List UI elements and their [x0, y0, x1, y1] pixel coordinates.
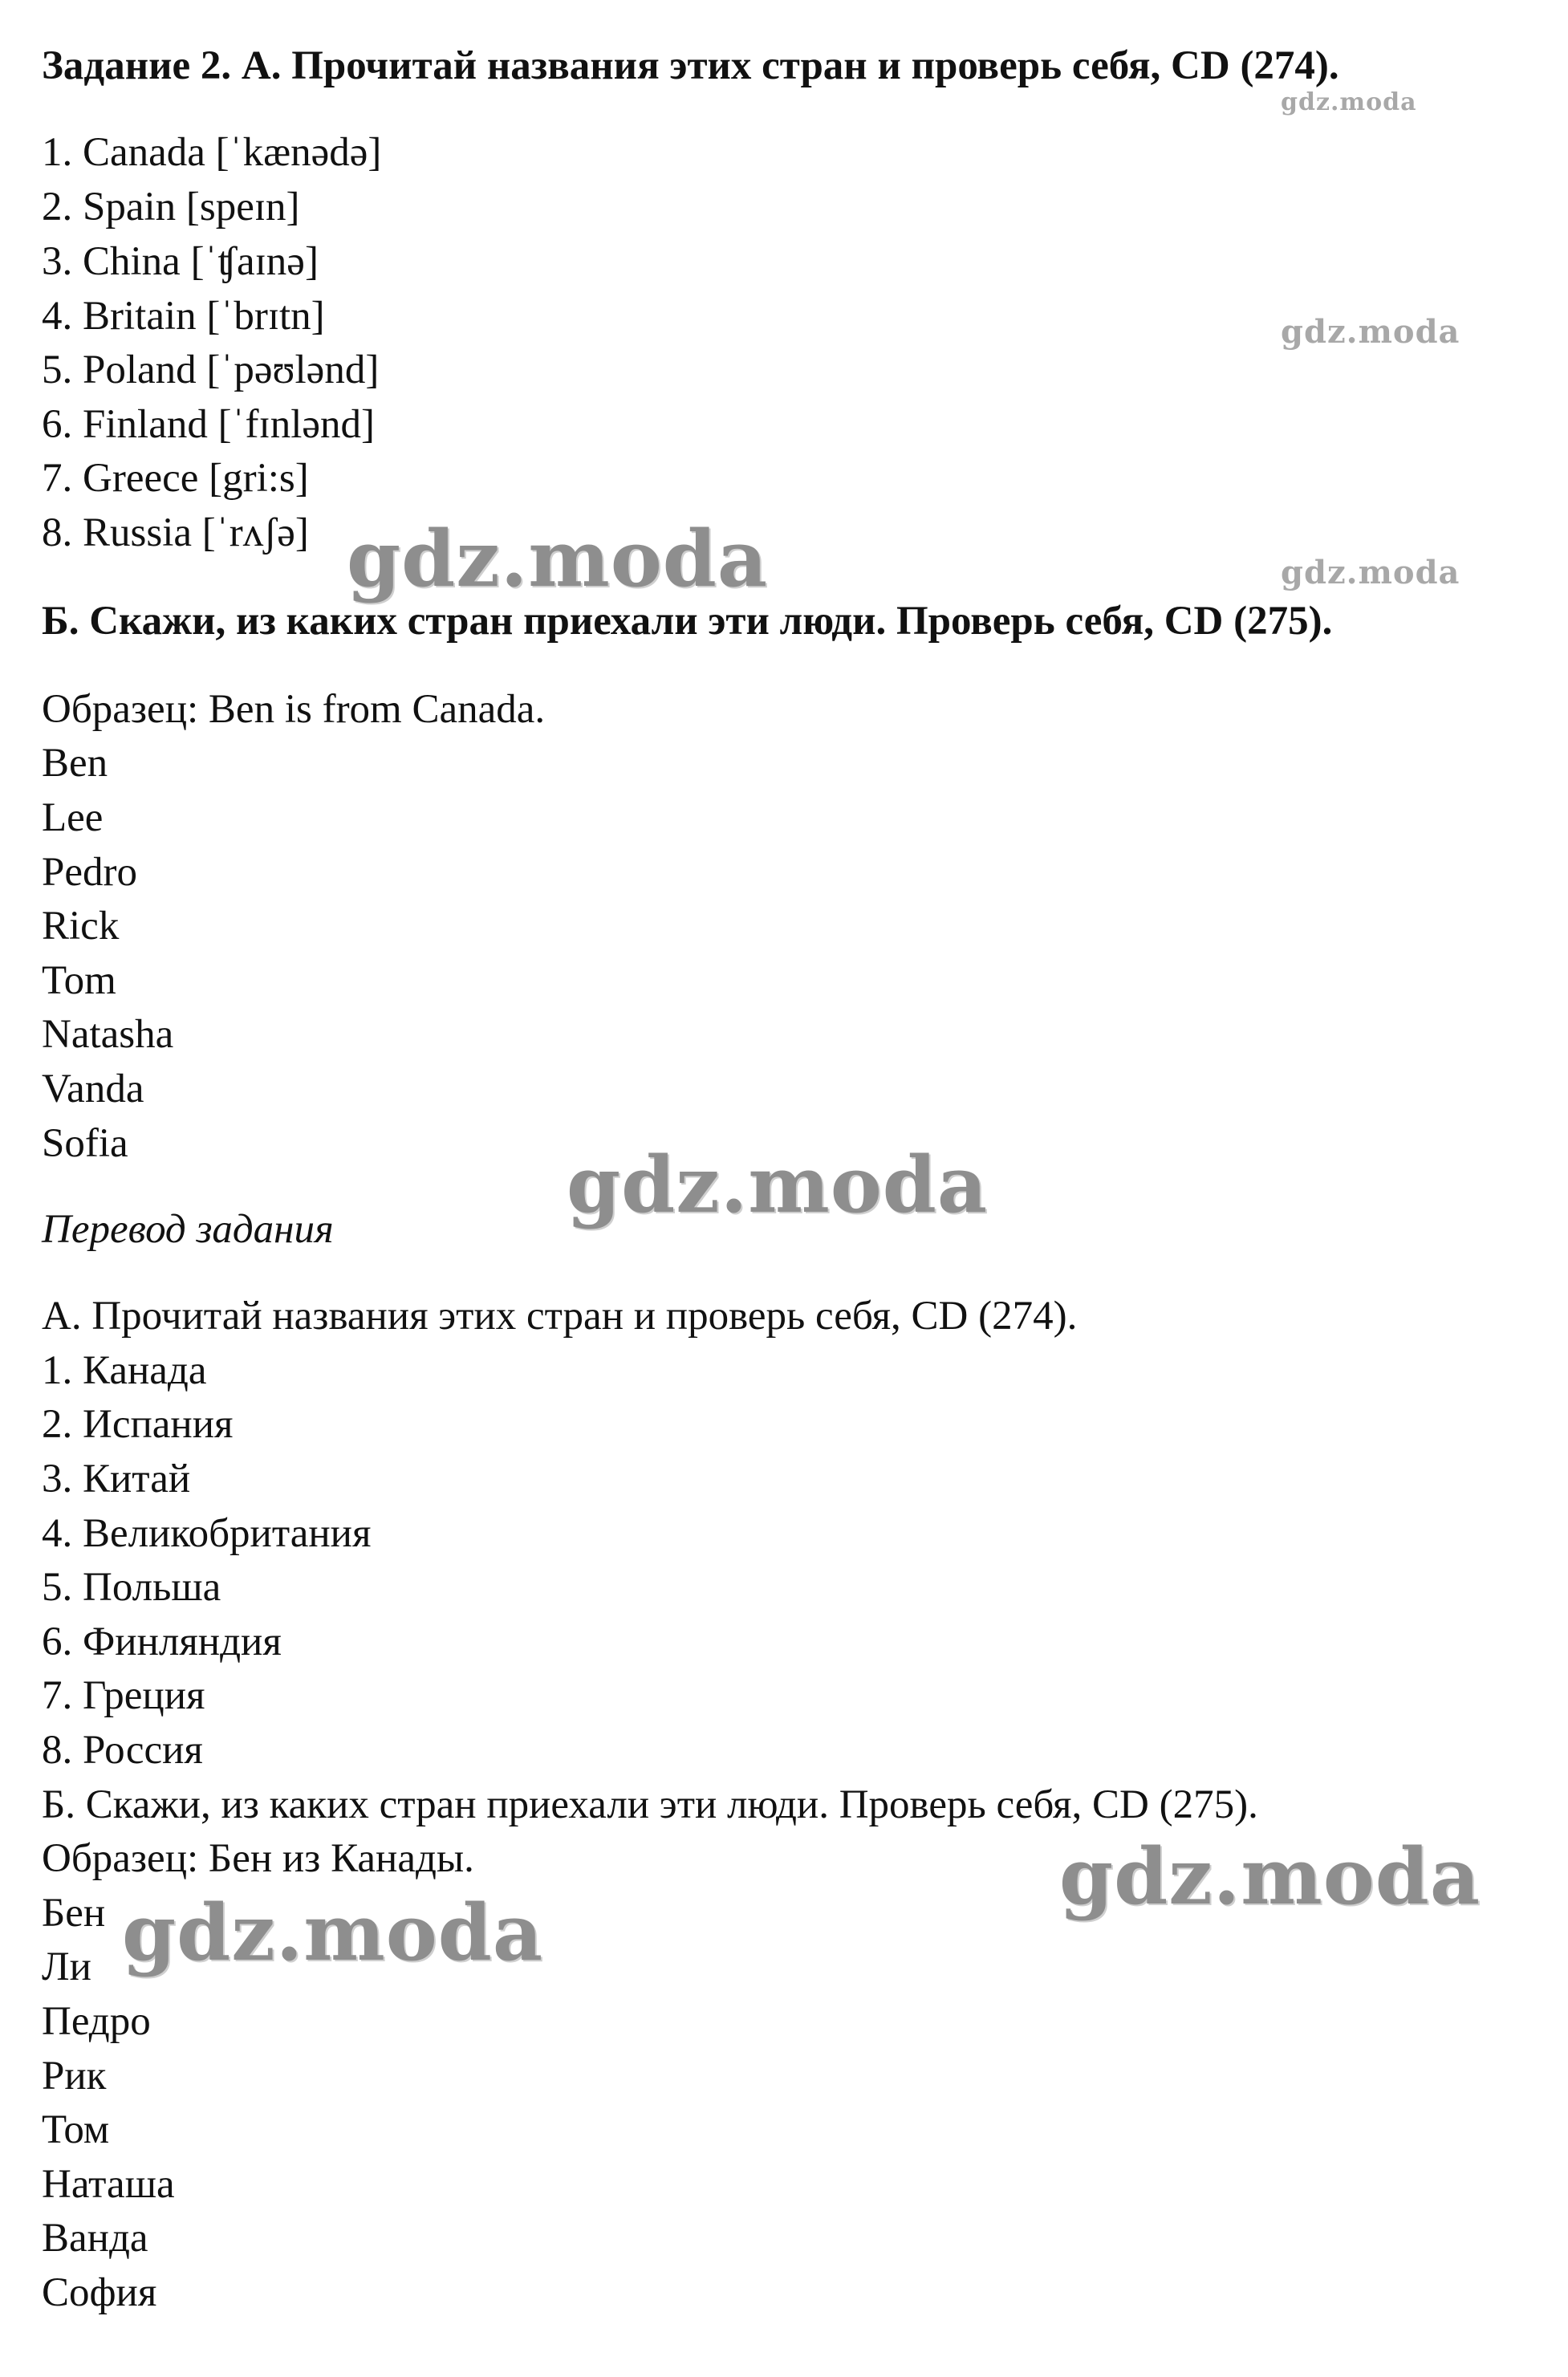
country-ru-item: 4. Великобритания: [42, 1511, 372, 1556]
country-ru-item: 8. Россия: [42, 1728, 203, 1773]
name-item: Rick: [42, 904, 120, 949]
country-ru-item: 6. Финляндия: [42, 1619, 282, 1664]
name-item: Ben: [42, 741, 108, 786]
watermark: gdz.moda: [567, 1140, 989, 1230]
country-item: 6. Finland [ˈfɪnlənd]: [42, 402, 375, 447]
watermark: gdz.moda: [1281, 88, 1417, 116]
name-ru-item: София: [42, 2270, 157, 2315]
name-item: Sofia: [42, 1121, 128, 1166]
watermark: gdz.moda: [1059, 1831, 1481, 1922]
country-item: 5. Poland [ˈpəʊlənd]: [42, 347, 380, 392]
translation-b: Б. Скажи, из каких стран приехали эти люди. Проверь себя, CD (275).: [42, 1782, 1258, 1827]
name-ru-item: Бен: [42, 1891, 106, 1936]
sample-en: Образец: Ben is from Canada.: [42, 687, 546, 732]
country-item: 3. China [ˈʧaɪnə]: [42, 239, 319, 284]
name-item: Tom: [42, 958, 116, 1003]
name-ru-item: Ванда: [42, 2216, 148, 2261]
translation-heading: Перевод задания: [42, 1207, 334, 1252]
country-item: 7. Greece [gri:s]: [42, 456, 309, 501]
name-item: Lee: [42, 795, 104, 840]
country-ru-item: 7. Греция: [42, 1673, 205, 1718]
name-ru-item: Том: [42, 2107, 110, 2152]
part-b-heading: Б. Скажи, из каких стран приехали эти люди. Проверь себя, CD (275).: [42, 599, 1333, 644]
watermark: gdz.moda: [1281, 554, 1460, 591]
sample-ru: Образец: Бен из Канады.: [42, 1836, 474, 1881]
country-item: 8. Russia [ˈrʌʃə]: [42, 510, 309, 555]
name-item: Vanda: [42, 1067, 144, 1111]
name-ru-item: Педро: [42, 1999, 151, 2044]
country-item: 1. Canada [ˈkænədə]: [42, 130, 382, 175]
country-ru-item: 2. Испания: [42, 1402, 234, 1447]
watermark: gdz.moda: [1281, 313, 1460, 351]
watermark: gdz.moda: [347, 514, 769, 604]
name-item: Pedro: [42, 850, 137, 895]
name-ru-item: Ли: [42, 1944, 91, 1989]
country-ru-item: 1. Канада: [42, 1348, 207, 1393]
name-ru-item: Наташа: [42, 2162, 175, 2207]
translation-a: А. Прочитай названия этих стран и проверь себя, CD (274).: [42, 1294, 1078, 1339]
task-header: Задание 2. А. Прочитай названия этих стран и проверь себя, CD (274).: [42, 43, 1339, 88]
country-item: 2. Spain [speɪn]: [42, 185, 300, 230]
country-item: 4. Britain [ˈbrɪtn]: [42, 294, 325, 339]
name-ru-item: Рик: [42, 2054, 107, 2099]
name-item: Natasha: [42, 1012, 174, 1057]
country-ru-item: 3. Китай: [42, 1457, 191, 1501]
watermark: gdz.moda: [122, 1887, 544, 1978]
country-ru-item: 5. Польша: [42, 1565, 221, 1610]
